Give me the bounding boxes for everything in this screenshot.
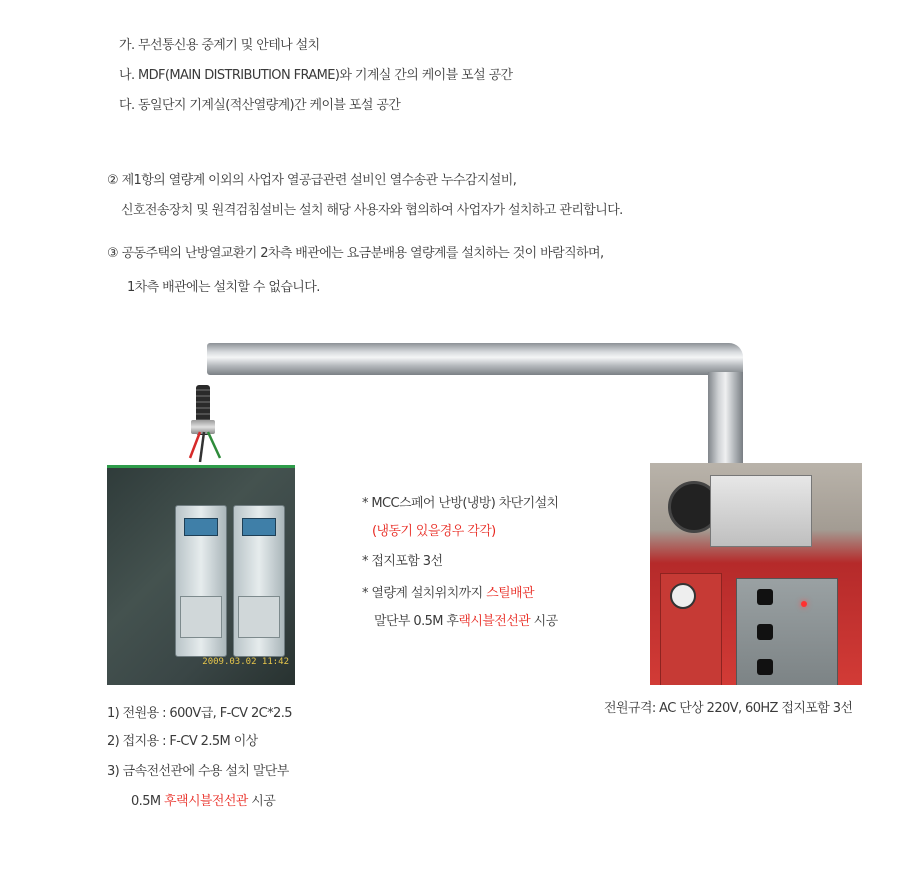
note-mcc-sub: (냉동기 있을경우 각각) [372,524,496,539]
note-steel-pipe: * 열량계 설치위치까지 스틸배관 [362,586,534,601]
breaker-panel [710,475,812,547]
power-spec: 전원규격: AC 단상 220V, 60HZ 접지포함 3선 [604,701,853,716]
spec-power: 1) 전원용 : 600V급, F-CV 2C*2.5 [107,706,292,721]
item-da: 다. 동일단지 기계실(적산열량계)간 케이블 포설 공간 [119,98,401,113]
switch-panel [736,578,838,685]
steel-pipe-vertical [708,372,743,464]
meter-unit [175,505,227,657]
meter-unit [233,505,285,657]
item-na: 나. MDF(MAIN DISTRIBUTION FRAME)와 기계실 간의 케이블 포설 공간 [119,68,513,83]
spec-flexible: 0.5M 후랙시블전선관 시공 [131,794,276,809]
para2-line1: ② 제1항의 열량계 이외의 사업자 열공급관련 설비인 열수송관 누수감지설비, [107,173,517,188]
note-mcc: * MCC스페어 난방(냉방) 차단기설치 [362,496,559,511]
para3-line1: ③ 공동주택의 난방열교환기 2차측 배관에는 요금분배용 열량계를 설치하는 것이 바람직하며, [107,246,604,261]
note-ground: * 접지포함 3선 [362,554,443,569]
spec-conduit: 3) 금속전선관에 수용 설치 말단부 [107,764,289,779]
note-flexible: 말단부 0.5M 후랙시블전선관 시공 [374,614,558,629]
item-ga: 가. 무선통신용 중계기 및 안테나 설치 [119,38,320,53]
wire-ends-icon [186,430,226,466]
heat-meter-photo [107,465,295,685]
steel-pipe-horizontal [207,343,743,375]
gauge-icon [670,583,696,609]
para2-line2: 신호전송장치 및 원격검침설비는 설치 해당 사용자와 협의하여 사업자가 설치하고 관리합니다. [121,203,623,218]
spec-ground: 2) 접지용 : F-CV 2.5M 이상 [107,734,258,749]
para3-line2: 1차측 배관에는 설치할 수 없습니다. [127,280,320,295]
photo-timestamp: 2009.03.02 11:42 [202,657,289,667]
mcc-panel-photo [650,463,862,685]
